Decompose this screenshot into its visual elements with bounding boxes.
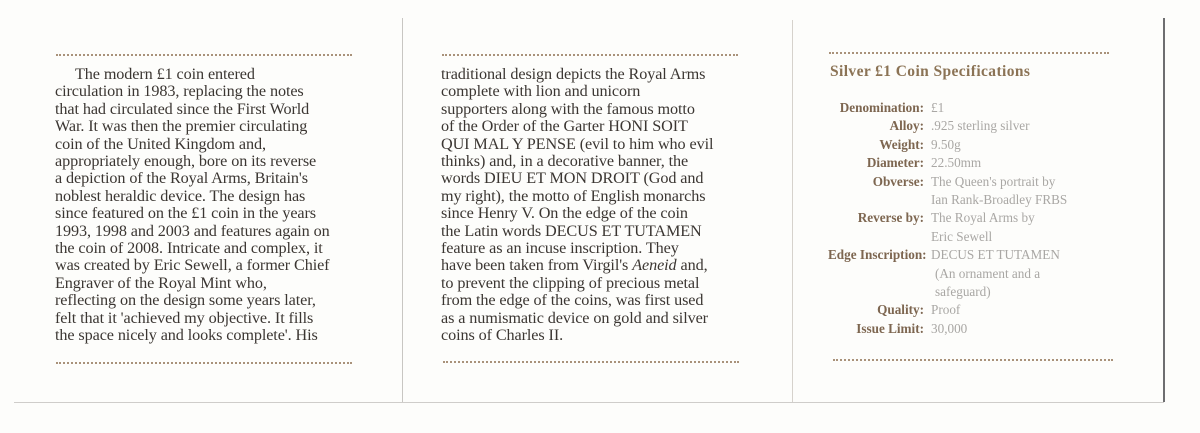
line: coin of the United Kingdom and, <box>55 134 266 153</box>
history-text-column-2 <box>441 66 741 345</box>
spec-table <box>828 99 1131 338</box>
dotted-rule <box>56 362 352 364</box>
line: QUI MAL Y PENSE (evil to him who evil <box>441 134 714 153</box>
spec-value <box>931 99 1131 117</box>
line: since Henry V. On the edge of the coin <box>441 204 688 223</box>
spec-value-line: .925 sterling silver <box>931 118 1030 134</box>
line: my right), the motto of English monarchs <box>441 186 706 205</box>
line <box>55 66 355 83</box>
dotted-rule <box>829 52 1109 54</box>
dotted-rule <box>442 54 738 56</box>
dotted-rule <box>833 359 1113 361</box>
line: reflecting on the design some years later, <box>55 291 316 310</box>
line: appropriately enough, bore on its reverse <box>55 152 317 171</box>
spec-label: Issue Limit: <box>856 320 924 336</box>
spec-row <box>828 173 1131 210</box>
spec-value <box>931 173 1131 210</box>
line: words DIEU ET MON DROIT (God and <box>441 169 704 188</box>
spec-label: Quality: <box>877 302 924 318</box>
line: from the edge of the coins, was first used <box>441 291 704 310</box>
spec-value-line: The Royal Arms by <box>931 210 1035 226</box>
line: supporters along with the famous motto <box>441 99 695 118</box>
panel-divider <box>402 18 403 402</box>
line: thinks) and, in a decorative banner, the <box>441 152 689 171</box>
dotted-rule <box>443 361 739 363</box>
spec-value-line: safeguard) <box>935 284 991 300</box>
line: a depiction of the Royal Arms, Britain's <box>55 169 308 188</box>
spec-row <box>828 246 1131 301</box>
line: circulation in 1983, replacing the notes <box>55 82 304 101</box>
line: to prevent the clipping of precious metal <box>441 273 700 292</box>
line: complete with lion and unicorn <box>441 82 641 101</box>
spec-title: Silver £1 Coin Specifications <box>830 63 1031 80</box>
line: that had circulated since the First World <box>55 99 310 118</box>
line: feature as an incuse inscription. They <box>441 239 679 258</box>
spec-label: Diameter: <box>866 155 924 171</box>
spec-label: Obverse: <box>872 173 924 189</box>
line: War. It was then the premier circulating <box>55 117 308 136</box>
spec-row <box>828 154 1131 172</box>
spec-label: Denomination: <box>839 100 924 115</box>
spec-row <box>828 117 1131 135</box>
spec-value-line: Ian Rank-Broadley FRBS <box>931 192 1068 208</box>
spec-label: Weight: <box>879 136 924 152</box>
spec-value <box>931 320 1131 338</box>
spec-value <box>931 301 1131 319</box>
line: since featured on the £1 coin in the years <box>55 204 316 223</box>
spec-value <box>931 154 1131 172</box>
spec-label: Reverse by: <box>857 210 924 226</box>
spec-row <box>828 99 1131 117</box>
spec-value-line: 22.50mm <box>931 155 982 171</box>
spec-value <box>931 246 1131 301</box>
panel-edge <box>1163 18 1165 402</box>
line: as a numismatic device on gold and silver <box>441 308 708 327</box>
line: 1993, 1998 and 2003 and features again on <box>55 221 330 240</box>
book-title: Aeneid <box>632 256 677 275</box>
spec-value-line: DECUS ET TUTAMEN <box>931 247 1060 263</box>
line: traditional design depicts the Royal Arms <box>441 65 706 83</box>
panel-divider <box>792 20 793 402</box>
spec-value <box>931 117 1131 135</box>
spec-value-line: £1 <box>931 100 945 115</box>
spec-value-line: (An ornament and a <box>935 265 1041 281</box>
spec-value <box>931 209 1131 246</box>
line: of the Order of the Garter HONI SOIT <box>441 117 688 136</box>
spec-value-line: The Queen's portrait by <box>931 173 1056 189</box>
spec-value-line: Proof <box>931 302 961 318</box>
line <box>441 257 741 274</box>
line: the Latin words DECUS ET TUTAMEN <box>441 221 702 240</box>
spec-value <box>931 136 1131 154</box>
spec-row <box>828 209 1131 246</box>
line: the space nicely and looks complete'. His <box>55 326 318 345</box>
spec-label: Alloy: <box>889 118 924 134</box>
panel-bottom-edge <box>14 402 1164 403</box>
spec-value-line: 30,000 <box>931 320 968 336</box>
line: the coin of 2008. Intricate and complex, it <box>55 239 323 258</box>
spec-label: Edge Inscription: <box>828 247 927 263</box>
spec-row <box>828 136 1131 154</box>
line: felt that it 'achieved my objective. It fills <box>55 308 314 327</box>
text: and, <box>676 256 708 275</box>
spec-value-line: 9.50g <box>931 136 961 152</box>
line: noblest heraldic device. The design has <box>55 186 306 205</box>
dotted-rule <box>56 54 352 56</box>
line: coins of Charles II. <box>441 326 564 345</box>
text: have been taken from Virgil's <box>441 256 633 275</box>
text: The modern £1 coin entered <box>75 65 255 83</box>
spec-row <box>828 320 1131 338</box>
line: Engraver of the Royal Mint who, <box>55 273 267 292</box>
spec-value-line: Eric Sewell <box>931 228 993 244</box>
spec-row <box>828 301 1131 319</box>
history-text-column-1 <box>55 66 355 345</box>
line: was created by Eric Sewell, a former Chief <box>55 256 330 275</box>
